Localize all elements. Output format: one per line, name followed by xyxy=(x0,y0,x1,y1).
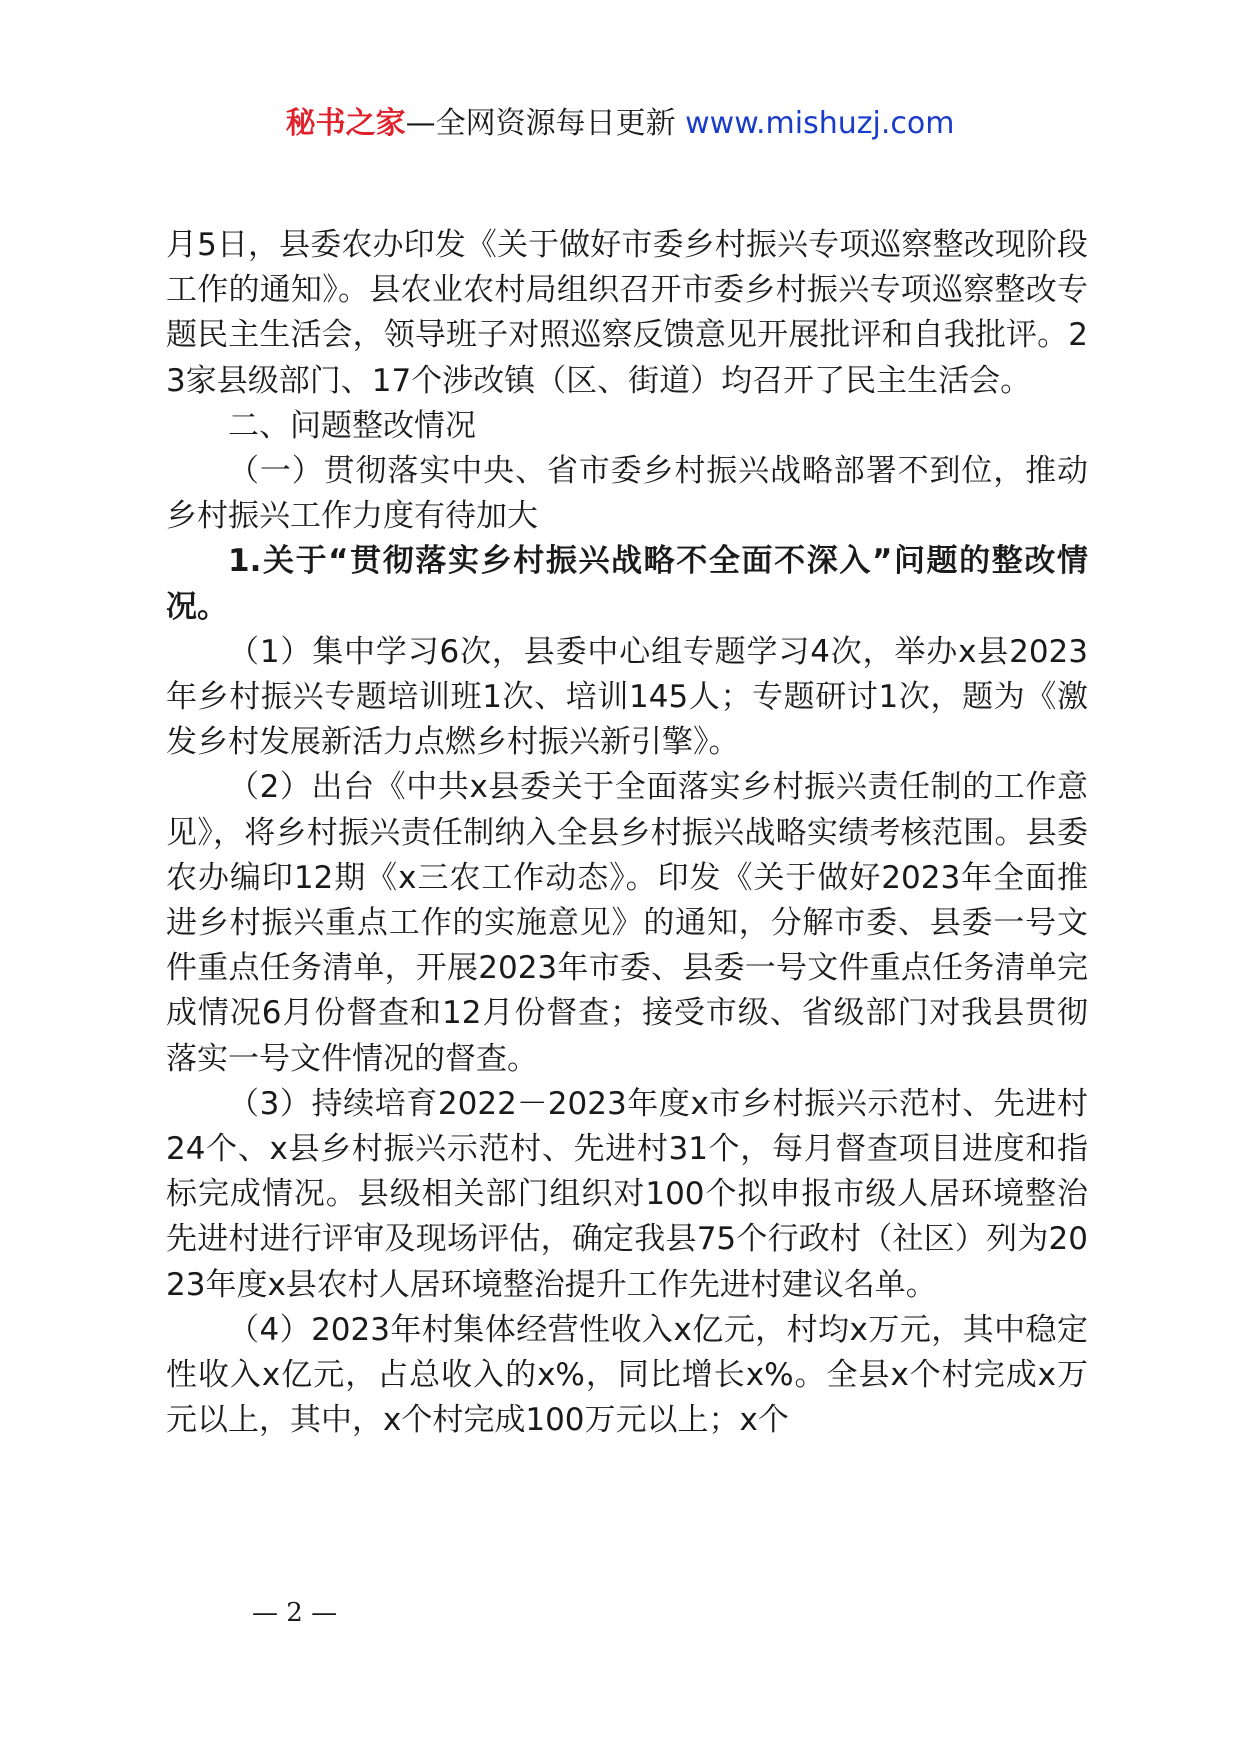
body-paragraph: （2）出台《中共x县委关于全面落实乡村振兴责任制的工作意见》，将乡村振兴责任制纳入全县乡村振兴战略实绩考核范围。县委农办编印12期《x三农工作动态》。印发《关于做好2023年全面推进乡村振兴重点工作的实施意见》的通知，分解市委、县委一号文件重点任务清单，开展2023年市委、县委一号文件重点任务清单完成情况6月份督查和12月份督查；接受市级、省级部门对我县贯彻落实一号文件情况的督查。 xyxy=(166,769,1088,1077)
subsection-heading: （一）贯彻落实中央、省市委乡村振兴战略部署不到位，推动乡村振兴工作力度有待加大 xyxy=(166,453,1088,535)
site-tagline: —全网资源每日更新 xyxy=(405,106,676,141)
site-url-link[interactable]: www.mishuzj.com xyxy=(685,106,955,141)
body-paragraph: （4）2023年村集体经营性收入x亿元，村均x万元，其中稳定性收入x亿元，占总收入的x%，同比增长x%。全县x个村完成x万元以上，其中，x个村完成100万元以上；x个 xyxy=(166,1311,1088,1439)
body-paragraph: （3）持续培育2022－2023年度x市乡村振兴示范村、先进村24个、x县乡村振兴示范村、先进村31个，每月督查项目进度和指标完成情况。县级相关部门组织对100个拟申报市级人居环境整治先进村进行评审及现场评估，确定我县75个行政村（社区）列为2023年度x县农村人居环境整治提升工作先进村建议名单。 xyxy=(166,1085,1088,1303)
section-heading: 二、问题整改情况 xyxy=(228,407,476,444)
site-brand: 秘书之家 xyxy=(285,106,406,141)
body-paragraph: （1）集中学习6次，县委中心组专题学习4次，举办x县2023年乡村振兴专题培训班1次、培训145人；专题研讨1次，题为《激发乡村发展新活力点燃乡村振兴新引擎》。 xyxy=(166,633,1088,761)
site-header xyxy=(0,104,1240,144)
document-body xyxy=(166,223,1088,1443)
body-paragraph: 月5日，县委农办印发《关于做好市委乡村振兴专项巡察整改现阶段工作的通知》。县农业农村局组织召开市委乡村振兴专项巡察整改专题民主生活会，领导班子对照巡察反馈意见开展批评和自我批评。23家县级部门、17个涉改镇（区、街道）均召开了民主生活会。 xyxy=(166,227,1088,399)
page-number: — 2 — xyxy=(252,1598,338,1628)
item-heading: 1.关于“贯彻落实乡村振兴战略不全面不深入”问题的整改情况。 xyxy=(166,543,1088,625)
